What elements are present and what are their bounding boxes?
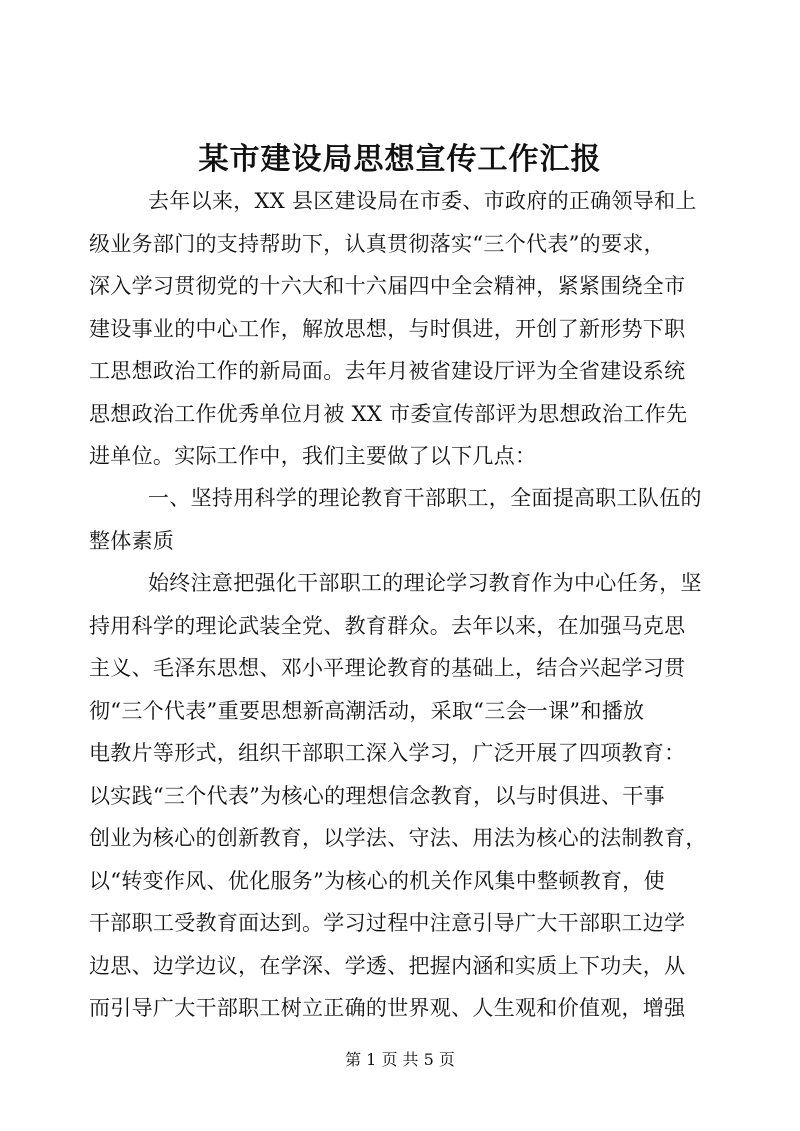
paragraph-line: 始终注意把强化干部职工的理论学习教育作为中心任务，坚 <box>148 571 702 595</box>
paragraph-line: 进单位。实际工作中，我们主要做了以下几点： <box>89 444 537 468</box>
paragraph-line: 边思、边学边议，在学深、学透、把握内涵和实质上下功夫，从 <box>89 954 686 978</box>
paragraph-line: 去年以来，XX 县区建设局在市委、市政府的正确领导和上 <box>148 189 697 213</box>
paragraph-line: 干部职工受教育面达到。学习过程中注意引导广大干部职工边学 <box>89 911 686 935</box>
paragraph-line: 工思想政治工作的新局面。去年月被省建设厅评为全省建设系统 <box>89 359 686 383</box>
paragraph-line: 思想政治工作优秀单位月被 XX 市委宣传部评为思想政治工作先 <box>89 402 688 426</box>
paragraph-line: 而引导广大干部职工树立正确的世界观、人生观和价值观，增强 <box>89 996 686 1020</box>
paragraph-line: 级业务部门的支持帮助下，认真贯彻落实“三个代表”的要求， <box>89 232 665 256</box>
paragraph-line: 以“转变作风、优化服务”为核心的机关作风集中整顿教育，使 <box>89 869 665 893</box>
paragraph-line: 深入学习贯彻党的十六大和十六届四中全会精神，紧紧围绕全市 <box>89 274 686 298</box>
paragraph-line: 持用科学的理论武装全党、教育群众。去年以来，在加强马克思 <box>89 614 686 638</box>
page-number: 第 1 页 共 5 页 <box>345 1050 455 1069</box>
paragraph-line: 以实践“三个代表”为核心的理想信念教育，以与时俱进、干事 <box>89 784 665 808</box>
section-heading-line: 一、坚持用科学的理论教育干部职工，全面提高职工队伍的 <box>148 486 702 510</box>
section-heading-line: 整体素质 <box>89 529 175 553</box>
paragraph-line: 主义、毛泽东思想、邓小平理论教育的基础上，结合兴起学习贯 <box>89 656 686 680</box>
document-title: 某市建设局思想宣传工作汇报 <box>198 142 602 177</box>
paragraph-line: 建设事业的中心工作，解放思想，与时俱进，开创了新形势下职 <box>89 317 686 341</box>
paragraph-line: 彻“三个代表”重要思想新高潮活动，采取“三会一课”和播放 <box>89 699 645 723</box>
paragraph-line: 电教片等形式，组织干部职工深入学习，广泛开展了四项教育： <box>89 741 686 765</box>
paragraph-line: 创业为核心的创新教育，以学法、守法、用法为核心的法制教育， <box>89 826 707 850</box>
